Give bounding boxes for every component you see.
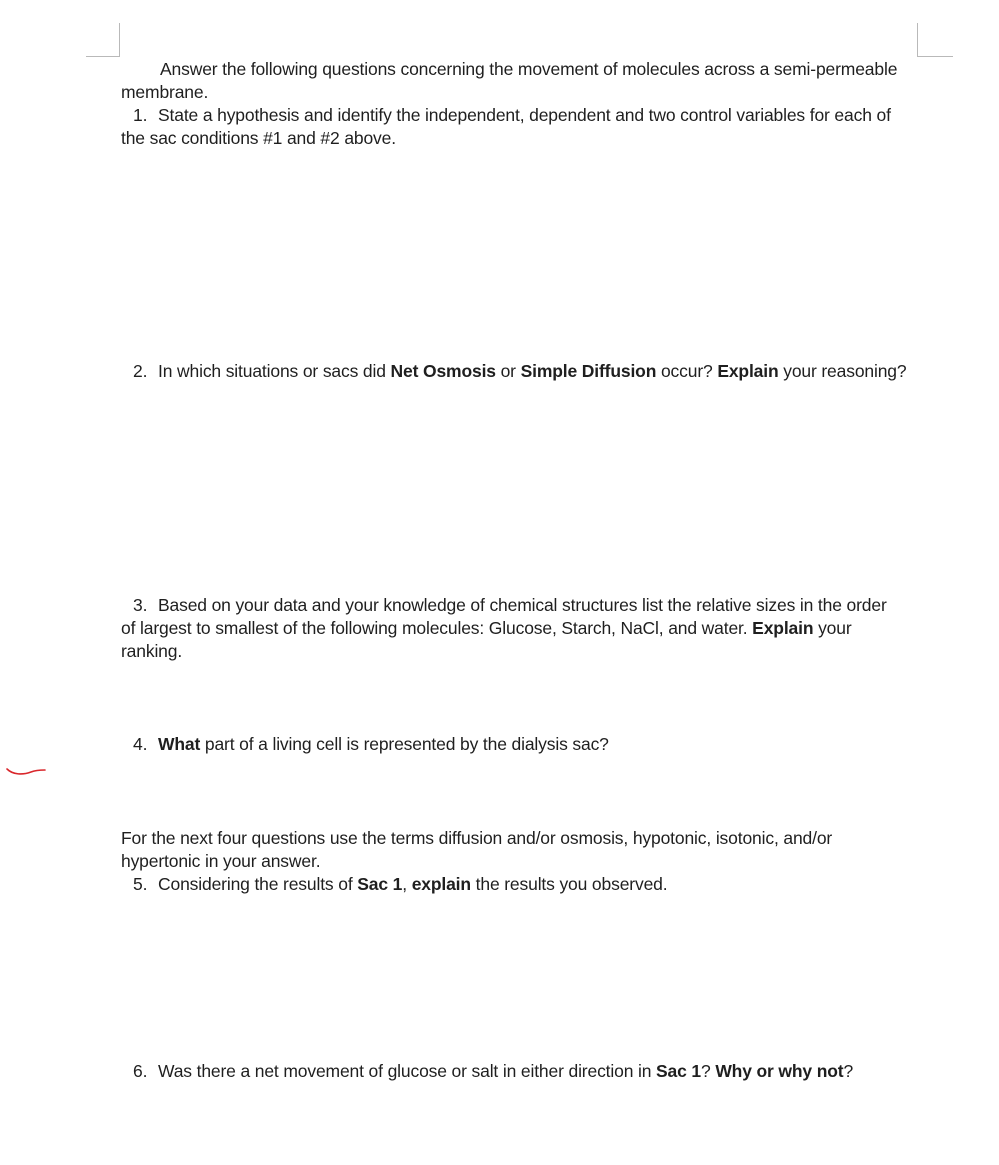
term-why-or-why-not: Why or why not	[715, 1061, 844, 1081]
term-explain: Explain	[752, 618, 814, 638]
question-2-text: In which situations or sacs did	[158, 361, 391, 381]
question-5	[121, 873, 921, 896]
question-2-text: or	[495, 361, 521, 381]
question-5-text: Considering the results of	[158, 874, 358, 894]
margin-mark-top-right-vertical	[917, 23, 918, 57]
section-line-1: For the next four questions use the terms diffusion and/or osmosis, hypotonic, isotonic, and/or	[121, 828, 833, 848]
term-sac-1: Sac 1	[656, 1061, 702, 1081]
term-explain: explain	[411, 874, 471, 894]
question-3-line-2-end: your	[813, 618, 852, 638]
term-net-osmosis: Net Osmosis	[390, 361, 496, 381]
term-explain: Explain	[717, 361, 779, 381]
question-4-number: 4.	[133, 734, 148, 754]
question-3-line-2: of largest to smallest of the following molecules: Glucose, Starch, NaCl, and water.	[121, 618, 753, 638]
question-5-text: ,	[402, 874, 412, 894]
question-5-text: the results you observed.	[470, 874, 668, 894]
question-3-number: 3.	[133, 595, 148, 615]
margin-mark-top-left-vertical	[119, 23, 120, 57]
question-3-line-1: Based on your data and your knowledge of chemical structures list the relative sizes in the order	[158, 595, 887, 615]
question-2-number: 2.	[133, 361, 148, 381]
intro-line-2: membrane.	[121, 82, 209, 102]
margin-mark-top-left	[86, 56, 120, 57]
red-ink-mark-icon	[5, 766, 47, 780]
question-6-text: Was there a net movement of glucose or salt in either direction in	[158, 1061, 657, 1081]
question-4-text: part of a living cell is represented by the dialysis sac?	[200, 734, 609, 754]
margin-mark-top-right	[917, 56, 953, 57]
question-2-text: your reasoning?	[778, 361, 907, 381]
intro-line-1: Answer the following questions concerning the movement of molecules across a semi-permeable	[160, 59, 898, 79]
question-6	[121, 1060, 921, 1083]
question-2-text: occur?	[656, 361, 718, 381]
intro-paragraph	[121, 58, 921, 104]
question-6-text: ?	[701, 1061, 716, 1081]
question-3	[121, 594, 921, 663]
term-sac-1: Sac 1	[357, 874, 403, 894]
question-1-line-2: the sac conditions #1 and #2 above.	[121, 128, 396, 148]
question-4	[121, 733, 921, 756]
question-3-line-3: ranking.	[121, 641, 183, 661]
question-1-line-1: State a hypothesis and identify the independent, dependent and two control variables for each of	[158, 105, 891, 125]
question-1	[121, 104, 921, 150]
section-line-2: hypertonic in your answer.	[121, 851, 321, 871]
term-what: What	[158, 734, 201, 754]
question-2	[121, 360, 921, 383]
section-instructions	[121, 827, 921, 873]
question-6-text: ?	[843, 1061, 854, 1081]
term-simple-diffusion: Simple Diffusion	[520, 361, 657, 381]
question-1-number: 1.	[133, 105, 148, 125]
question-5-number: 5.	[133, 874, 148, 894]
question-6-number: 6.	[133, 1061, 148, 1081]
